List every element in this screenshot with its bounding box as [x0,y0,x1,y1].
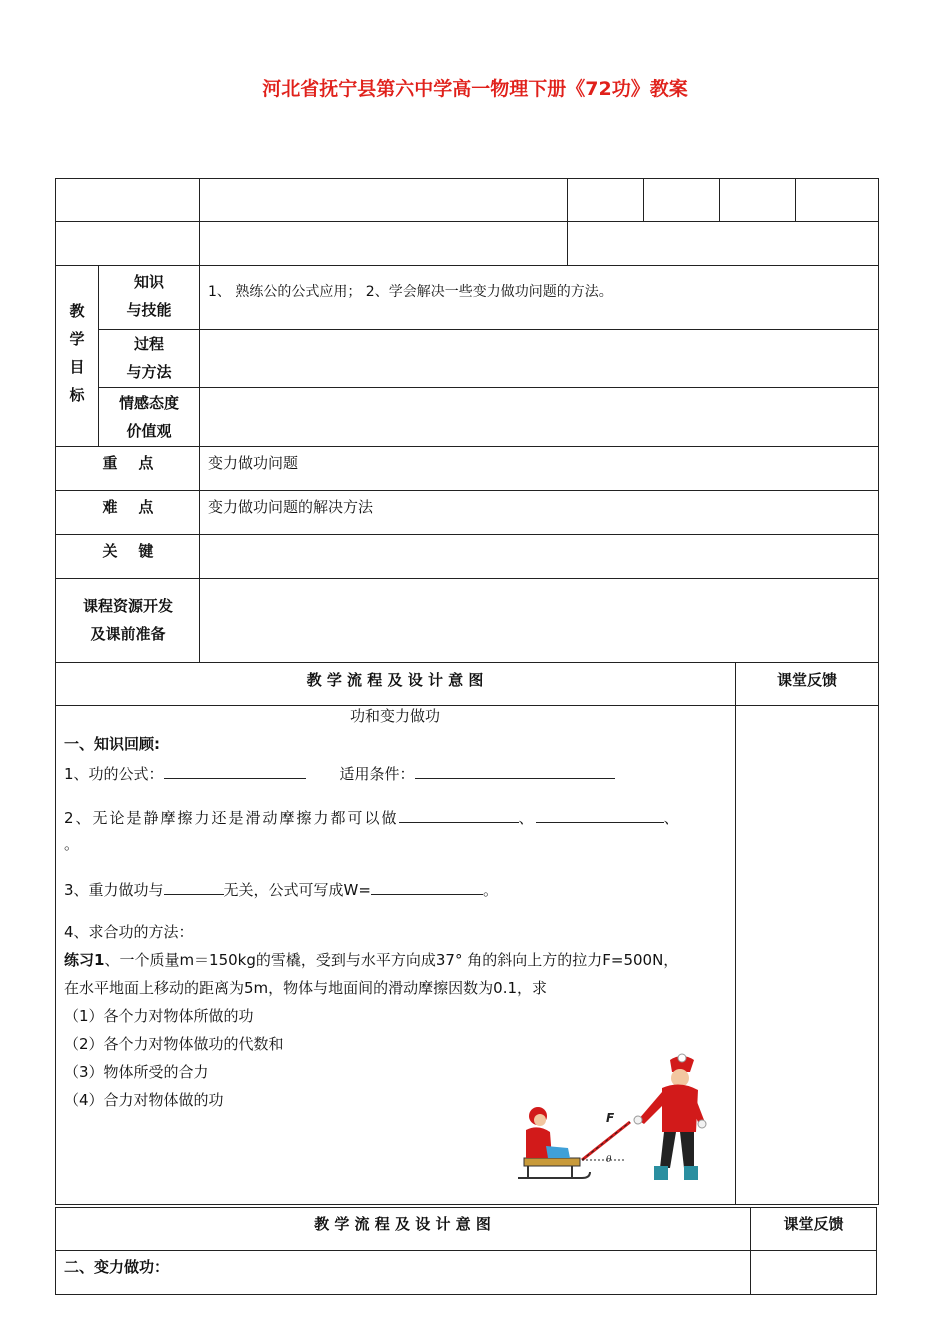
exercise-1-line1: 练习1、一个质量m＝150kg的雪橇，受到与水平方向成37° 角的斜向上方的拉力F=500N， [64,951,679,969]
feedback-header-2: 课堂反馈 [783,1215,844,1233]
question-3: 3、重力做功与 无关，公式可写成W= 。 [64,878,498,900]
key-label: 关 键 [102,542,154,560]
answer-blank[interactable] [164,762,306,779]
sled-pull-illustration [512,1050,727,1190]
answer-blank[interactable] [164,878,224,895]
section-heading-review: 一、知识回顾: [64,735,160,753]
question-4: 4、求合功的方法： [64,923,194,941]
difficulty-text: 变力做功问题的解决方法 [208,498,374,516]
question-2-tail: 。 [64,835,80,853]
answer-blank[interactable] [536,806,664,823]
flow-header-2: 教 学 流 程 及 设 计 意 图 [314,1215,491,1233]
knowledge-skills-text: 1、 熟练公的公式应用； 2、学会解决一些变力做功问题的方法。 [208,284,613,300]
exercise-item: （2）各个力对物体做功的代数和 [64,1035,284,1053]
emotion-values-label: 情感态度 价值观 [118,394,179,440]
key-point-label: 重 点 [102,454,154,472]
answer-blank[interactable] [371,878,483,895]
document-title: 河北省抚宁县第六中学高一物理下册《72功》教案 [262,78,688,100]
exercise-1-line2: 在水平地面上移动的距离为5m，物体与地面间的滑动摩擦因数为0.1，求 [64,979,548,997]
resources-label: 课程资源开发 及课前准备 [82,597,173,643]
difficulty-label: 难 点 [102,498,154,516]
question-1: 1、功的公式： 适用条件： [64,762,615,784]
exercise-item: （1）各个力对物体所做的功 [64,1007,254,1025]
key-point-text: 变力做功问题 [208,454,299,472]
knowledge-skills-label: 知识 与技能 [126,273,172,319]
process-methods-label: 过程 与方法 [126,335,172,381]
feedback-header: 课堂反馈 [776,671,837,689]
angle-label: θ [606,1155,612,1165]
flow-header: 教 学 流 程 及 设 计 意 图 [306,671,484,689]
goals-label: 教 学 目 标 [69,302,85,404]
exercise-item: （4）合力对物体做的功 [64,1091,224,1109]
section-heading-variable-force: 二、变力做功： [64,1258,170,1276]
answer-blank[interactable] [399,806,519,823]
force-label: F [606,1111,615,1125]
section-subtitle: 功和变力做功 [349,707,440,725]
exercise-item: （3）物体所受的合力 [64,1063,209,1081]
answer-blank[interactable] [415,762,615,779]
question-2: 2、无论是静摩擦力还是滑动摩擦力都可以做 、 、 [64,806,681,828]
